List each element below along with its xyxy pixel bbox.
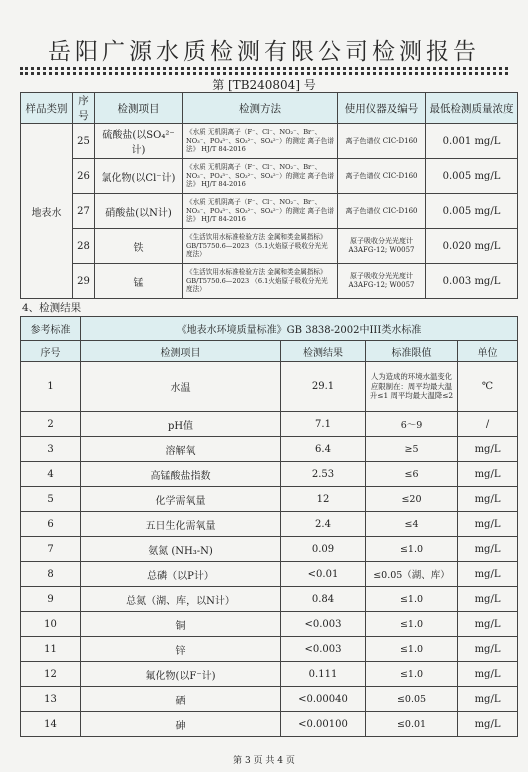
row-limit: 6～9 (366, 412, 458, 437)
table-row (21, 362, 518, 412)
row-no: 3 (21, 437, 81, 462)
header-no: 序号 (21, 341, 81, 362)
row-limit: ≤4 (366, 512, 458, 537)
reference-row (21, 317, 518, 341)
row-method: 《水质 无机阴离子（F⁻、Cl⁻、NO₂⁻、Br⁻、NO₃⁻、PO₄³⁻、SO₃²⁻、SO₄²⁻）的测定 离子色谱法》 HJ/T 84-2016 (183, 124, 338, 159)
row-unit: ℃ (458, 362, 518, 412)
row-no: 26 (73, 159, 95, 194)
row-item: 硝酸盐(以N计) (95, 194, 183, 229)
results-table (20, 316, 518, 737)
row-limit: ≤6 (366, 462, 458, 487)
row-no: 25 (73, 124, 95, 159)
row-no: 2 (21, 412, 81, 437)
row-limit: 0.001 mg/L (426, 124, 518, 159)
row-instrument: 离子色谱仪 CIC-D160 (338, 124, 426, 159)
row-instrument: 原子吸收分光光度计 A3AFG-12; W0057 (338, 229, 426, 264)
table-row (21, 687, 518, 712)
table-row (21, 437, 518, 462)
header-item: 检测项目 (81, 341, 281, 362)
row-result: 2.53 (281, 462, 366, 487)
header-item: 检测项目 (95, 93, 183, 124)
row-item: 锰 (95, 264, 183, 299)
table-row (21, 462, 518, 487)
row-result: 0.09 (281, 537, 366, 562)
row-method: 《生活饮用水标准检验方法 金属和类金属指标》GB/T5750.6—2023 （6.1火焰原子吸收分光光度法） (183, 264, 338, 299)
row-limit: ≤0.01 (366, 712, 458, 737)
row-method: 《水质 无机阴离子（F⁻、Cl⁻、NO₂⁻、Br⁻、NO₃⁻、PO₄³⁻、SO₃²⁻、SO₄²⁻）的测定 离子色谱法》 HJ/T 84-2016 (183, 194, 338, 229)
row-limit: ≤20 (366, 487, 458, 512)
row-result: <0.00040 (281, 687, 366, 712)
row-unit: mg/L (458, 487, 518, 512)
row-item: 氟化物(以F⁻计) (81, 662, 281, 687)
row-instrument: 离子色谱仪 CIC-D160 (338, 194, 426, 229)
reference-standard: 《地表水环境质量标准》GB 3838-2002中III类水标准 (81, 317, 518, 341)
table-row (21, 637, 518, 662)
title-divider-2 (20, 72, 508, 75)
table-row (21, 264, 518, 299)
methods-header-row (21, 93, 518, 124)
row-no: 6 (21, 512, 81, 537)
row-result: <0.00100 (281, 712, 366, 737)
row-limit: 0.020 mg/L (426, 229, 518, 264)
title-divider (20, 67, 508, 70)
report-title: 岳阳广源水质检测有限公司检测报告 (48, 39, 480, 65)
row-item: 溶解氧 (81, 437, 281, 462)
section-title: 4、检测结果 (22, 302, 82, 314)
table-row (21, 512, 518, 537)
table-row (21, 562, 518, 587)
table-row (21, 537, 518, 562)
row-instrument: 原子吸收分光光度计 A3AFG-12; W0057 (338, 264, 426, 299)
row-result: 2.4 (281, 512, 366, 537)
row-limit: 人为造成的环境水温变化应限制在：周平均最大温升≤1 周平均最大温降≤2 (366, 362, 458, 412)
row-item: 五日生化需氧量 (81, 512, 281, 537)
row-no: 27 (73, 194, 95, 229)
row-limit: ≤1.0 (366, 637, 458, 662)
row-result: 6.4 (281, 437, 366, 462)
row-item: 铜 (81, 612, 281, 637)
row-item: 氯化物(以Cl⁻计) (95, 159, 183, 194)
methods-table (20, 92, 518, 299)
row-no: 12 (21, 662, 81, 687)
table-row (21, 229, 518, 264)
row-item: 硒 (81, 687, 281, 712)
row-unit: mg/L (458, 512, 518, 537)
row-no: 9 (21, 587, 81, 612)
table-row (21, 124, 518, 159)
row-unit: mg/L (458, 712, 518, 737)
row-limit: ≤1.0 (366, 662, 458, 687)
table-row (21, 412, 518, 437)
row-unit: / (458, 412, 518, 437)
row-item: 水温 (81, 362, 281, 412)
row-method: 《生活饮用水标准检验方法 金属和类金属指标》GB/T5750.6—2023 （5.1火焰原子吸收分光光度法） (183, 229, 338, 264)
row-no: 5 (21, 487, 81, 512)
row-unit: mg/L (458, 437, 518, 462)
header-category: 样品类别 (21, 93, 73, 124)
row-limit: ≤0.05 (366, 687, 458, 712)
row-no: 8 (21, 562, 81, 587)
row-limit: 0.003 mg/L (426, 264, 518, 299)
row-result: 0.111 (281, 662, 366, 687)
row-unit: mg/L (458, 462, 518, 487)
header-unit: 单位 (458, 341, 518, 362)
row-unit: mg/L (458, 687, 518, 712)
header-instrument: 使用仪器及编号 (338, 93, 426, 124)
row-item: 总氮（湖、库，以N计） (81, 587, 281, 612)
row-unit: mg/L (458, 562, 518, 587)
row-unit: mg/L (458, 637, 518, 662)
row-result: 29.1 (281, 362, 366, 412)
row-item: pH值 (81, 412, 281, 437)
header-method: 检测方法 (183, 93, 338, 124)
row-result: <0.01 (281, 562, 366, 587)
row-result: 12 (281, 487, 366, 512)
row-unit: mg/L (458, 662, 518, 687)
row-item: 铁 (95, 229, 183, 264)
header-limit: 标准限值 (366, 341, 458, 362)
row-instrument: 离子色谱仪 CIC-D160 (338, 159, 426, 194)
row-limit: 0.005 mg/L (426, 159, 518, 194)
row-no: 4 (21, 462, 81, 487)
row-result: <0.003 (281, 612, 366, 637)
row-no: 1 (21, 362, 81, 412)
row-no: 11 (21, 637, 81, 662)
header-no: 序号 (73, 93, 95, 124)
table-row (21, 159, 518, 194)
row-item: 硫酸盐(以SO₄²⁻计) (95, 124, 183, 159)
table-row (21, 194, 518, 229)
row-limit: ≤1.0 (366, 587, 458, 612)
header-min-conc: 最低检测质量浓度 (426, 93, 518, 124)
row-no: 28 (73, 229, 95, 264)
row-result: 0.84 (281, 587, 366, 612)
row-limit: ≥5 (366, 437, 458, 462)
row-item: 化学需氧量 (81, 487, 281, 512)
row-no: 14 (21, 712, 81, 737)
sample-category: 地表水 (21, 124, 73, 299)
row-result: <0.003 (281, 637, 366, 662)
reference-label: 参考标准 (21, 317, 81, 341)
row-no: 29 (73, 264, 95, 299)
row-method: 《水质 无机阴离子（F⁻、Cl⁻、NO₂⁻、Br⁻、NO₃⁻、PO₄³⁻、SO₃²⁻、SO₄²⁻）的测定 离子色谱法》 HJ/T 84-2016 (183, 159, 338, 194)
row-item: 总磷（以P计） (81, 562, 281, 587)
row-unit: mg/L (458, 587, 518, 612)
page-footer: 第 3 页 共 4 页 (233, 756, 295, 766)
row-unit: mg/L (458, 537, 518, 562)
row-limit: ≤0.05（湖、库） (366, 562, 458, 587)
table-row (21, 612, 518, 637)
table-row (21, 487, 518, 512)
table-row (21, 712, 518, 737)
row-result: 7.1 (281, 412, 366, 437)
row-no: 10 (21, 612, 81, 637)
row-unit: mg/L (458, 612, 518, 637)
row-item: 高锰酸盐指数 (81, 462, 281, 487)
row-no: 13 (21, 687, 81, 712)
report-number: 第 [TB240804] 号 (212, 78, 316, 92)
table-row (21, 662, 518, 687)
row-item: 氨氮 (NH₃-N) (81, 537, 281, 562)
row-no: 7 (21, 537, 81, 562)
row-limit: ≤1.0 (366, 612, 458, 637)
table-row (21, 587, 518, 612)
results-header-row (21, 341, 518, 362)
header-result: 检测结果 (281, 341, 366, 362)
row-item: 锌 (81, 637, 281, 662)
row-limit: 0.005 mg/L (426, 194, 518, 229)
row-limit: ≤1.0 (366, 537, 458, 562)
row-item: 砷 (81, 712, 281, 737)
